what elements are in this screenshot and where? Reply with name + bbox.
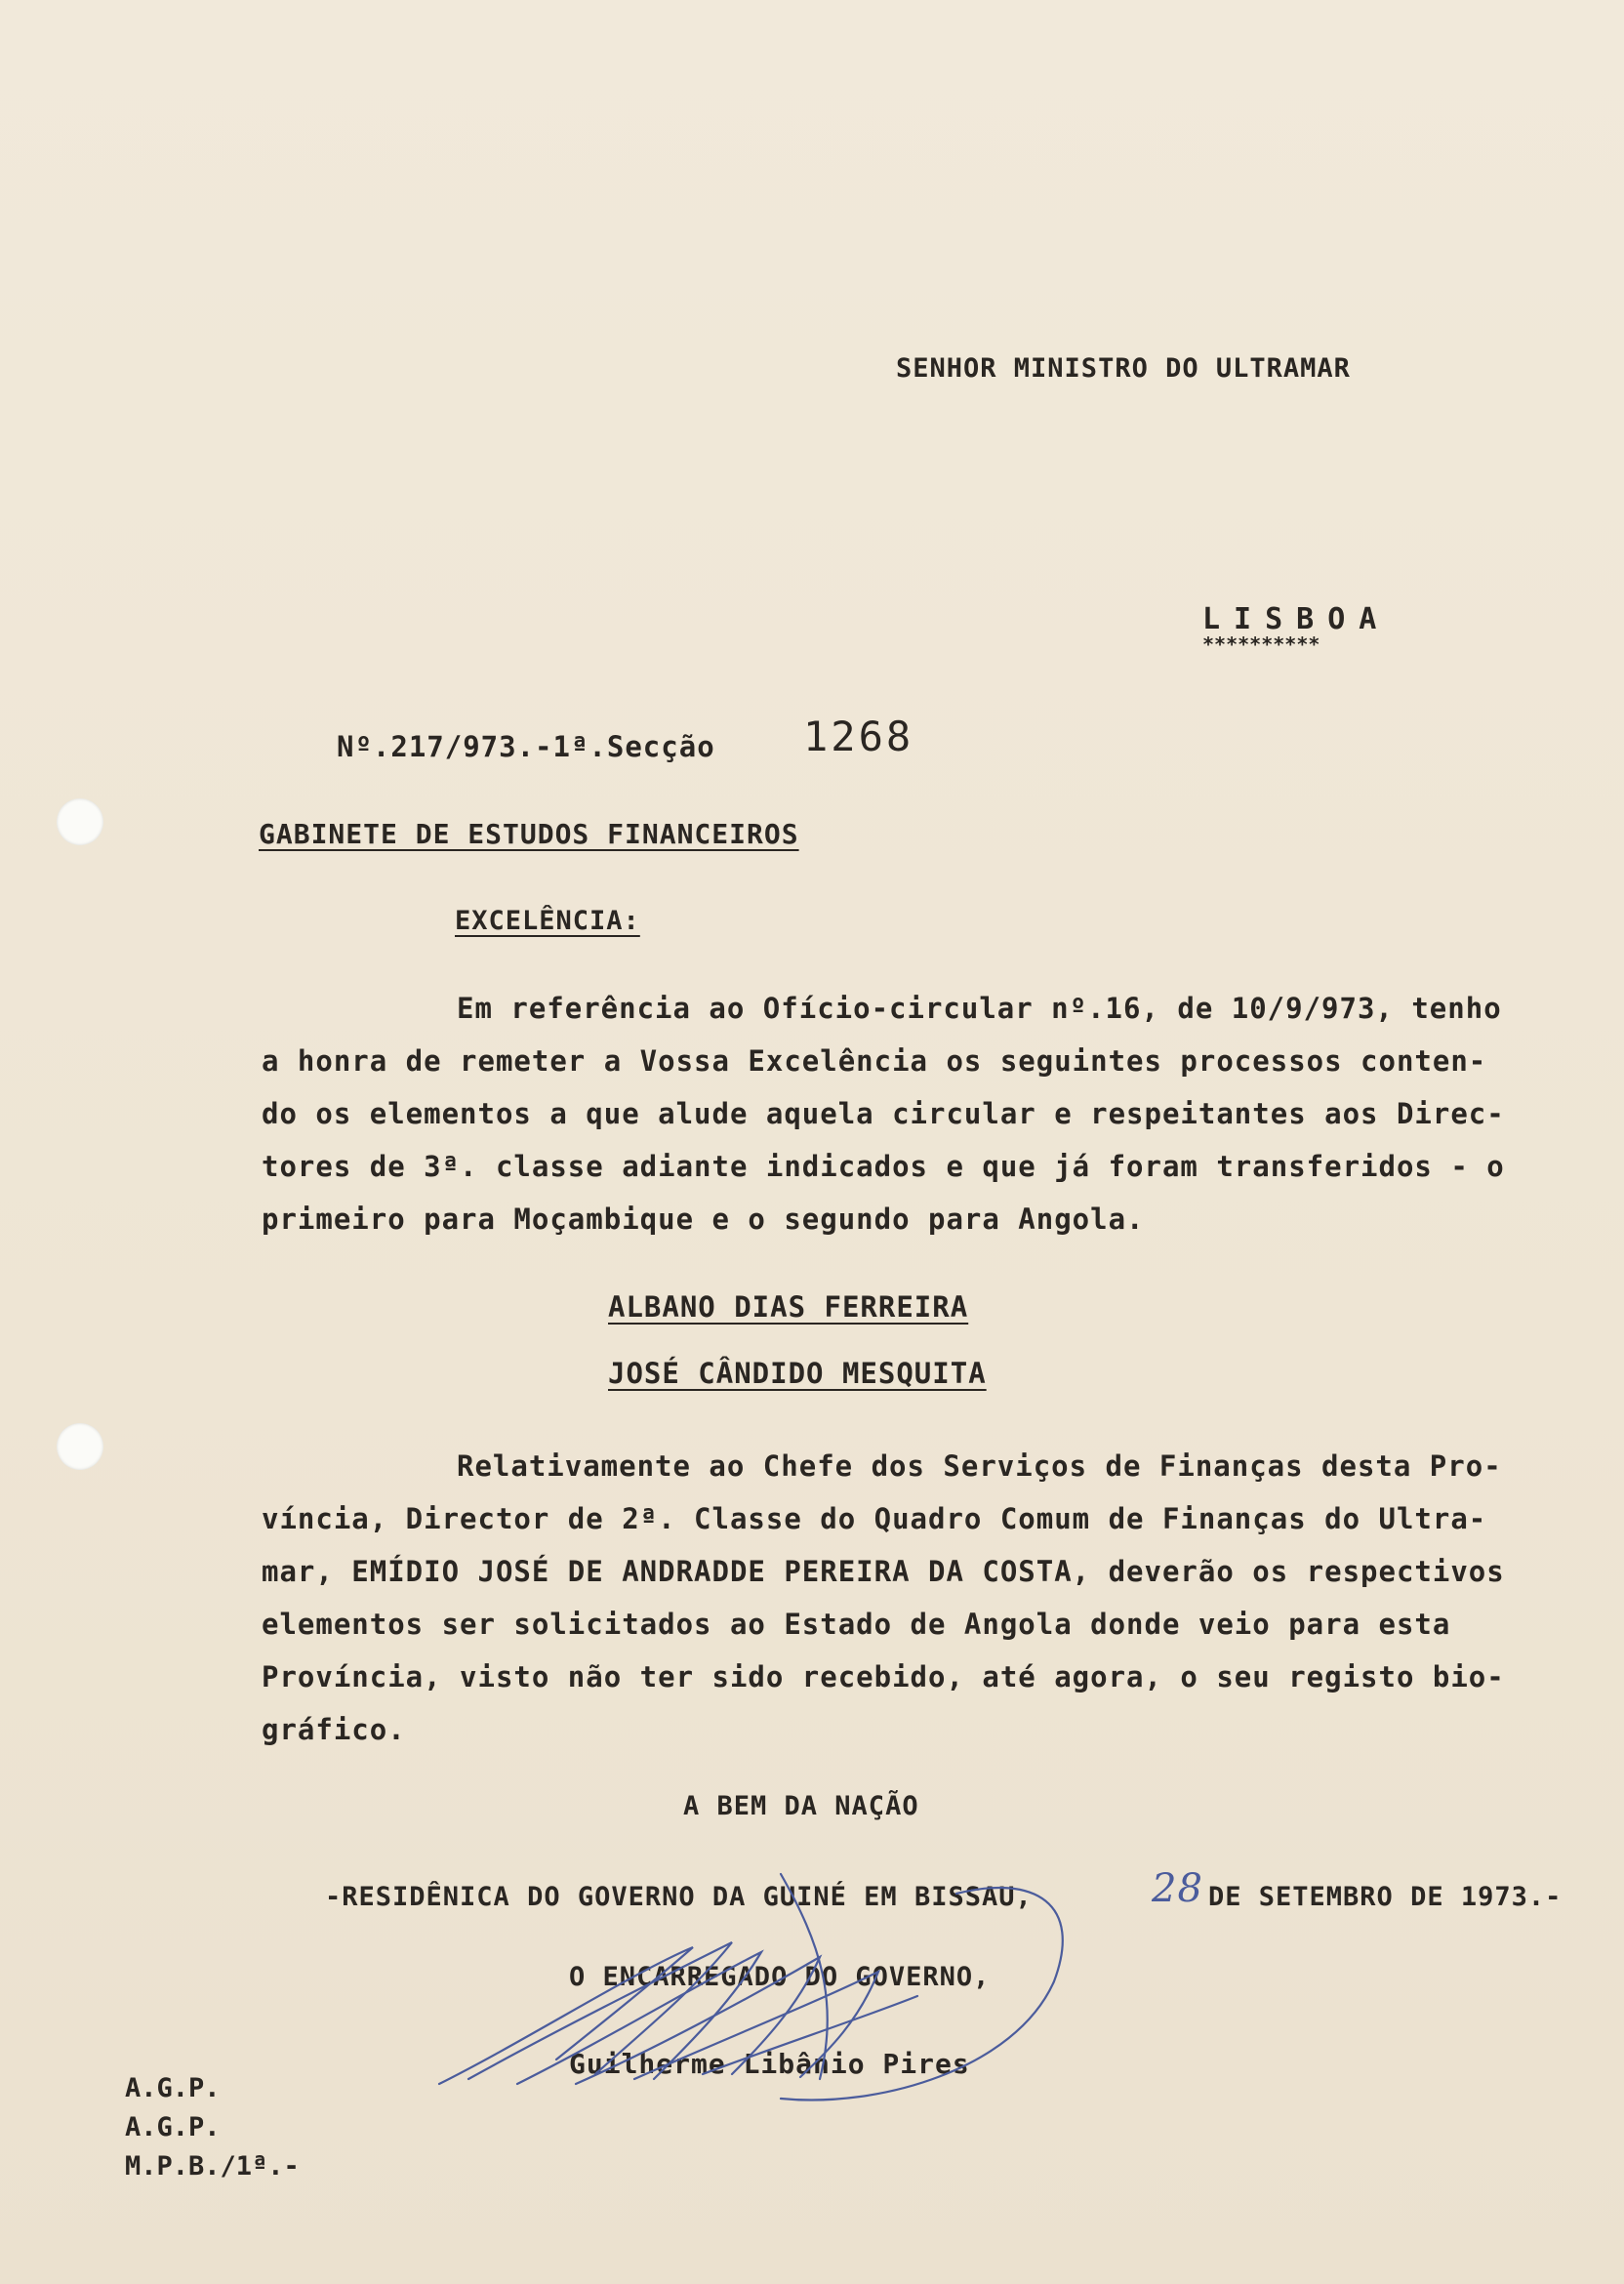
paragraph-line: Em referência ao Ofício-circular nº.16, de 10/9/973, tenho [457,992,1502,1025]
paragraph-line: Província, visto não ter sido recebido, até agora, o seu registo bio- [262,1660,1505,1693]
date-line: DE SETEMBRO DE 1973.- [1208,1882,1563,1912]
typist-initials [125,2069,300,2186]
signature-scribble [410,1835,1191,2128]
initials-line: M.P.B./1ª.- [125,2151,300,2182]
handwritten-day: 28 [1152,1866,1203,1911]
paragraph-line: a honra de remeter a Vossa Excelência os seguintes processos conten- [262,1044,1487,1078]
place-line: -RESIDÊNICA DO GOVERNO DA GUINÉ EM BISSAU, [325,1882,1033,1912]
paragraph-line: gráfico. [262,1713,406,1746]
paragraph-line: Relativamente ao Chefe dos Serviços de Finanças desta Pro- [457,1449,1502,1483]
punch-hole-bottom [57,1423,103,1470]
paragraph-line: do os elementos a que alude aquela circular e respeitantes aos Direc- [262,1097,1505,1130]
paragraph-line: tores de 3ª. classe adiante indicados e que já foram transferidos - o [262,1150,1505,1183]
signatory-role: O ENCARREGADO DO GOVERNO, [569,1962,991,1992]
paragraph-line: víncia, Director de 2ª. Classe do Quadro Comum de Finanças do Ultra- [262,1502,1487,1535]
initials-line: A.G.P. [125,2073,221,2103]
paragraph-line: primeiro para Moçambique e o segundo para Angola. [262,1203,1145,1236]
paragraph-2 [262,1440,1505,1756]
transferred-director-name: ALBANO DIAS FERREIRA [608,1290,969,1324]
registration-stamp-number: 1268 [803,713,914,760]
department-heading: GABINETE DE ESTUDOS FINANCEIROS [259,818,799,850]
reference-number: Nº.217/973.-1ª.Secção [337,730,715,763]
transferred-director-name: JOSÉ CÂNDIDO MESQUITA [608,1357,987,1390]
paragraph-line: elementos ser solicitados ao Estado de Angola donde veio para esta [262,1608,1451,1641]
initials-line: A.G.P. [125,2112,221,2142]
closing-salutation: A BEM DA NAÇÃO [683,1791,919,1821]
paragraph-1 [262,982,1505,1245]
signatory-name: Guilherme Libânio Pires [569,2048,970,2080]
city-asterisk-line: ********** [1202,632,1320,656]
addressee: SENHOR MINISTRO DO ULTRAMAR [896,353,1351,384]
greeting: EXCELÊNCIA: [455,906,640,936]
paragraph-line: mar, EMÍDIO JOSÉ DE ANDRADDE PEREIRA DA COSTA, deverão os respectivos [262,1555,1505,1588]
punch-hole-top [57,798,103,845]
city: LISBOA [1202,602,1391,636]
